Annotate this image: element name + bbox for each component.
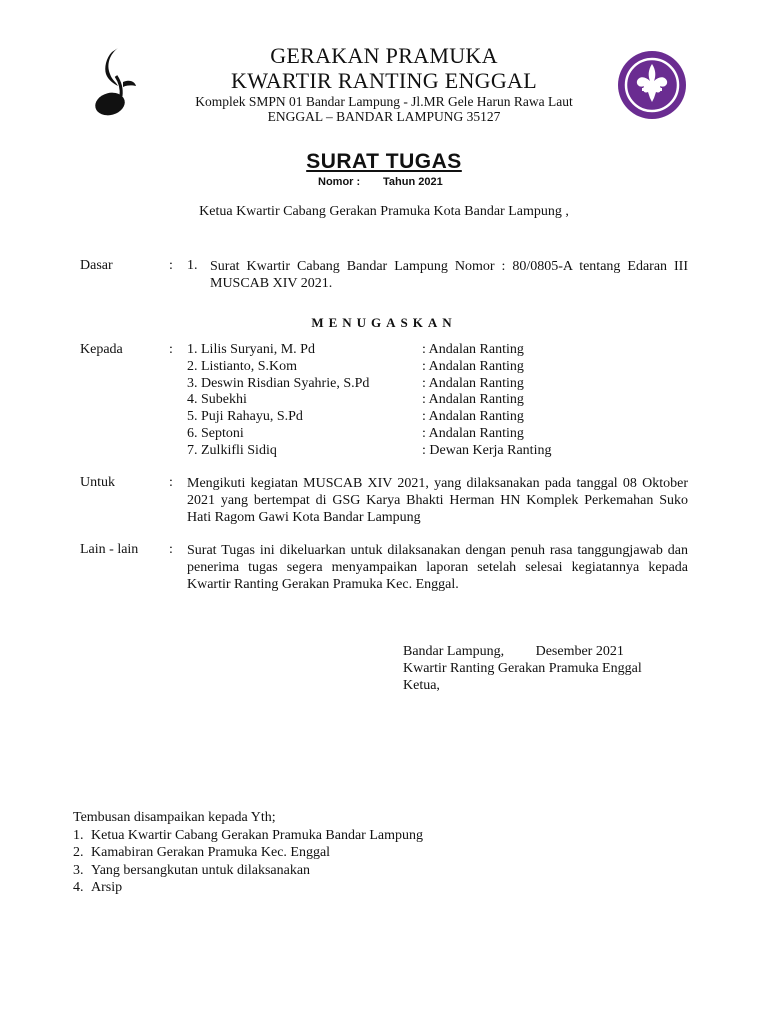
lain-text: Surat Tugas ini dikeluarkan untuk dilaksanakan dengan penuh rasa tanggungjawab dan penerima tugas segera menyampaikan laporan setelah selesai kegiatannya kepada Kwartir Ranting Gerakan Pramuka Kec. Enggal.: [187, 543, 688, 592]
signature-org: Kwartir Ranting Gerakan Pramuka Enggal: [403, 661, 642, 676]
list-item: [187, 392, 587, 409]
tembusan-heading: Tembusan disampaikan kepada Yth;: [73, 810, 276, 825]
signature-place-date: Bandar Lampung, Desember 2021: [403, 644, 624, 659]
assignee-name: 5. Puji Rahayu, S.Pd: [187, 409, 303, 425]
list-item: [73, 827, 423, 845]
address-line1: Komplek SMPN 01 Bandar Lampung - Jl.MR Gele Harun Rawa Laut: [195, 94, 573, 109]
assignee-role: : Andalan Ranting: [422, 358, 524, 374]
assignee-role: : Andalan Ranting: [422, 392, 524, 408]
list-item: [187, 376, 587, 393]
item-number: 2.: [73, 845, 84, 860]
list-item: [187, 443, 587, 460]
address-line2: ENGGAL – BANDAR LAMPUNG 35127: [267, 109, 501, 124]
org-name-line1: GERAKAN PRAMUKA: [270, 43, 498, 68]
assignee-name: 7. Zulkifli Sidiq: [187, 442, 277, 458]
item-text: Arsip: [91, 880, 123, 895]
list-item: [187, 426, 587, 443]
intro-text: Ketua Kwartir Cabang Gerakan Pramuka Kota Bandar Lampung ,: [199, 204, 569, 219]
list-item: [187, 359, 587, 376]
tembusan-section: [73, 809, 423, 897]
dasar-text: Surat Kwartir Cabang Bandar Lampung Nomor : 80/0805-A tentang Edaran III MUSCAB XIV 2021.: [210, 259, 688, 291]
nomor-label: Nomor :: [318, 176, 361, 188]
list-item: [187, 342, 587, 359]
item-number: 4.: [73, 880, 84, 895]
assignee-name: 4. Subekhi: [187, 392, 247, 408]
list-item: [73, 844, 423, 862]
document-title: SURAT TUGAS: [306, 150, 462, 173]
list-item: [187, 409, 587, 426]
assignee-name: 6. Septoni: [187, 425, 244, 441]
menugaskan-heading: MENUGASKAN: [311, 315, 457, 330]
item-number: 3.: [73, 862, 84, 878]
signature-position: Ketua,: [403, 678, 440, 693]
dasar-colon: :: [169, 258, 173, 273]
assignee-role: : Andalan Ranting: [422, 425, 524, 441]
org-name-line2: KWARTIR RANTING ENGGAL: [231, 68, 537, 93]
dasar-label: Dasar: [80, 258, 113, 273]
lain-colon: :: [169, 542, 173, 557]
assignee-role: : Andalan Ranting: [422, 342, 524, 357]
assignee-role: : Andalan Ranting: [422, 409, 524, 425]
untuk-label: Untuk: [80, 475, 115, 490]
tahun-label: Tahun 2021: [383, 176, 443, 188]
lain-label: Lain - lain: [80, 542, 139, 557]
item-number: 1.: [73, 827, 84, 843]
assignee-role: : Andalan Ranting: [422, 375, 524, 391]
untuk-colon: :: [169, 475, 173, 490]
untuk-text: Mengikuti kegiatan MUSCAB XIV 2021, yang dilaksanakan pada tanggal 08 Oktober 2021 yang bertempat di GSG Karya Bhakti Herman HN Komplek Perkemahan Suko Hati Ragom Gawi Kota Bandar Lampung: [187, 476, 688, 525]
kepada-list: [187, 342, 587, 460]
assignee-name: 2. Listianto, S.Kom: [187, 358, 298, 374]
kepada-label: Kepada: [80, 342, 123, 357]
dasar-number: 1.: [187, 258, 198, 273]
kepada-colon: :: [169, 342, 173, 357]
item-text: Ketua Kwartir Cabang Gerakan Pramuka Bandar Lampung: [91, 827, 423, 843]
list-item: [73, 862, 423, 880]
assignee-role: : Dewan Kerja Ranting: [422, 442, 552, 458]
list-item: [73, 879, 423, 897]
assignee-name: 3. Deswin Risdian Syahrie, S.Pd: [187, 375, 370, 391]
item-text: Yang bersangkutan untuk dilaksanakan: [91, 862, 311, 878]
item-text: Kamabiran Gerakan Pramuka Kec. Enggal: [91, 845, 331, 860]
assignee-name: 1. Lilis Suryani, M. Pd: [187, 342, 315, 357]
